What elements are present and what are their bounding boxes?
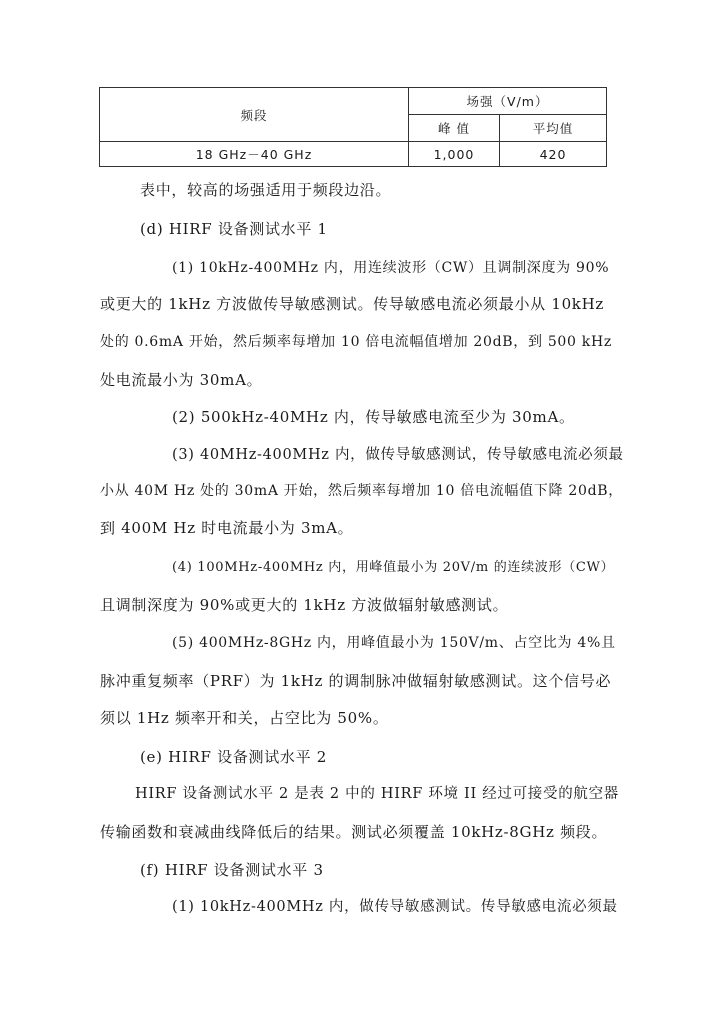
table-header-average: 平均值	[500, 115, 607, 142]
text-line: 传输函数和衰减曲线降低后的结果。测试必须覆盖 10kHz-8GHz 频段。	[100, 823, 608, 841]
text-line: 处的 0.6mA 开始，然后频率每增加 10 倍电流幅值增加 20dB，到 500 kHz	[100, 334, 612, 350]
text-line: 脉冲重复频率（PRF）为 1kHz 的调制脉冲做辐射敏感测试。这个信号必	[100, 672, 612, 690]
text-line: 到 400M Hz 时电流最小为 3mA。	[100, 519, 354, 537]
table-header-peak: 峰 值	[409, 115, 500, 142]
text-line: 或更大的 1kHz 方波做传导敏感测试。传导敏感电流必须最小从 10kHz	[100, 295, 604, 313]
table-cell-average: 420	[500, 142, 607, 167]
section-heading: (f) HIRF 设备测试水平 3	[140, 861, 324, 879]
text-line: (1) 10kHz-400MHz 内，用连续波形（CW）且调制深度为 90%	[172, 260, 610, 276]
text-line: 小从 40M Hz 处的 30mA 开始，然后频率每增加 10 倍电流幅值下降 20dB，	[100, 483, 623, 499]
text-line: (1) 10kHz-400MHz 内，做传导敏感测试。传导敏感电流必须最	[172, 899, 618, 915]
text-line: 表中，较高的场强适用于频段边沿。	[140, 181, 392, 199]
table-header-field-strength: 场强（V/m）	[409, 88, 607, 115]
text-line: (2) 500kHz-40MHz 内，传导敏感电流至少为 30mA。	[172, 408, 575, 426]
text-line: (4) 100MHz-400MHz 内，用峰值最小为 20V/m 的连续波形（CW）	[172, 560, 615, 575]
field-strength-table	[99, 87, 607, 167]
text-line: 须以 1Hz 频率开和关，占空比为 50%。	[100, 709, 389, 727]
table-cell-peak: 1,000	[409, 142, 500, 167]
section-heading: (d) HIRF 设备测试水平 1	[140, 220, 328, 238]
text-line: (5) 400MHz-8GHz 内，用峰值最小为 150V/m、占空比为 4%且	[172, 635, 616, 651]
text-line: 且调制深度为 90%或更大的 1kHz 方波做辐射敏感测试。	[100, 596, 509, 614]
text-line: (3) 40MHz-400MHz 内，做传导敏感测试，传导敏感电流必须最	[172, 447, 624, 463]
table-header-band: 频段	[100, 88, 409, 142]
table-cell-band: 18 GHz－40 GHz	[100, 142, 409, 167]
text-line: 处电流最小为 30mA。	[100, 371, 263, 389]
text-line: HIRF 设备测试水平 2 是表 2 中的 HIRF 环境 II 经过可接受的航空器	[135, 786, 619, 802]
section-heading: (e) HIRF 设备测试水平 2	[140, 748, 328, 766]
